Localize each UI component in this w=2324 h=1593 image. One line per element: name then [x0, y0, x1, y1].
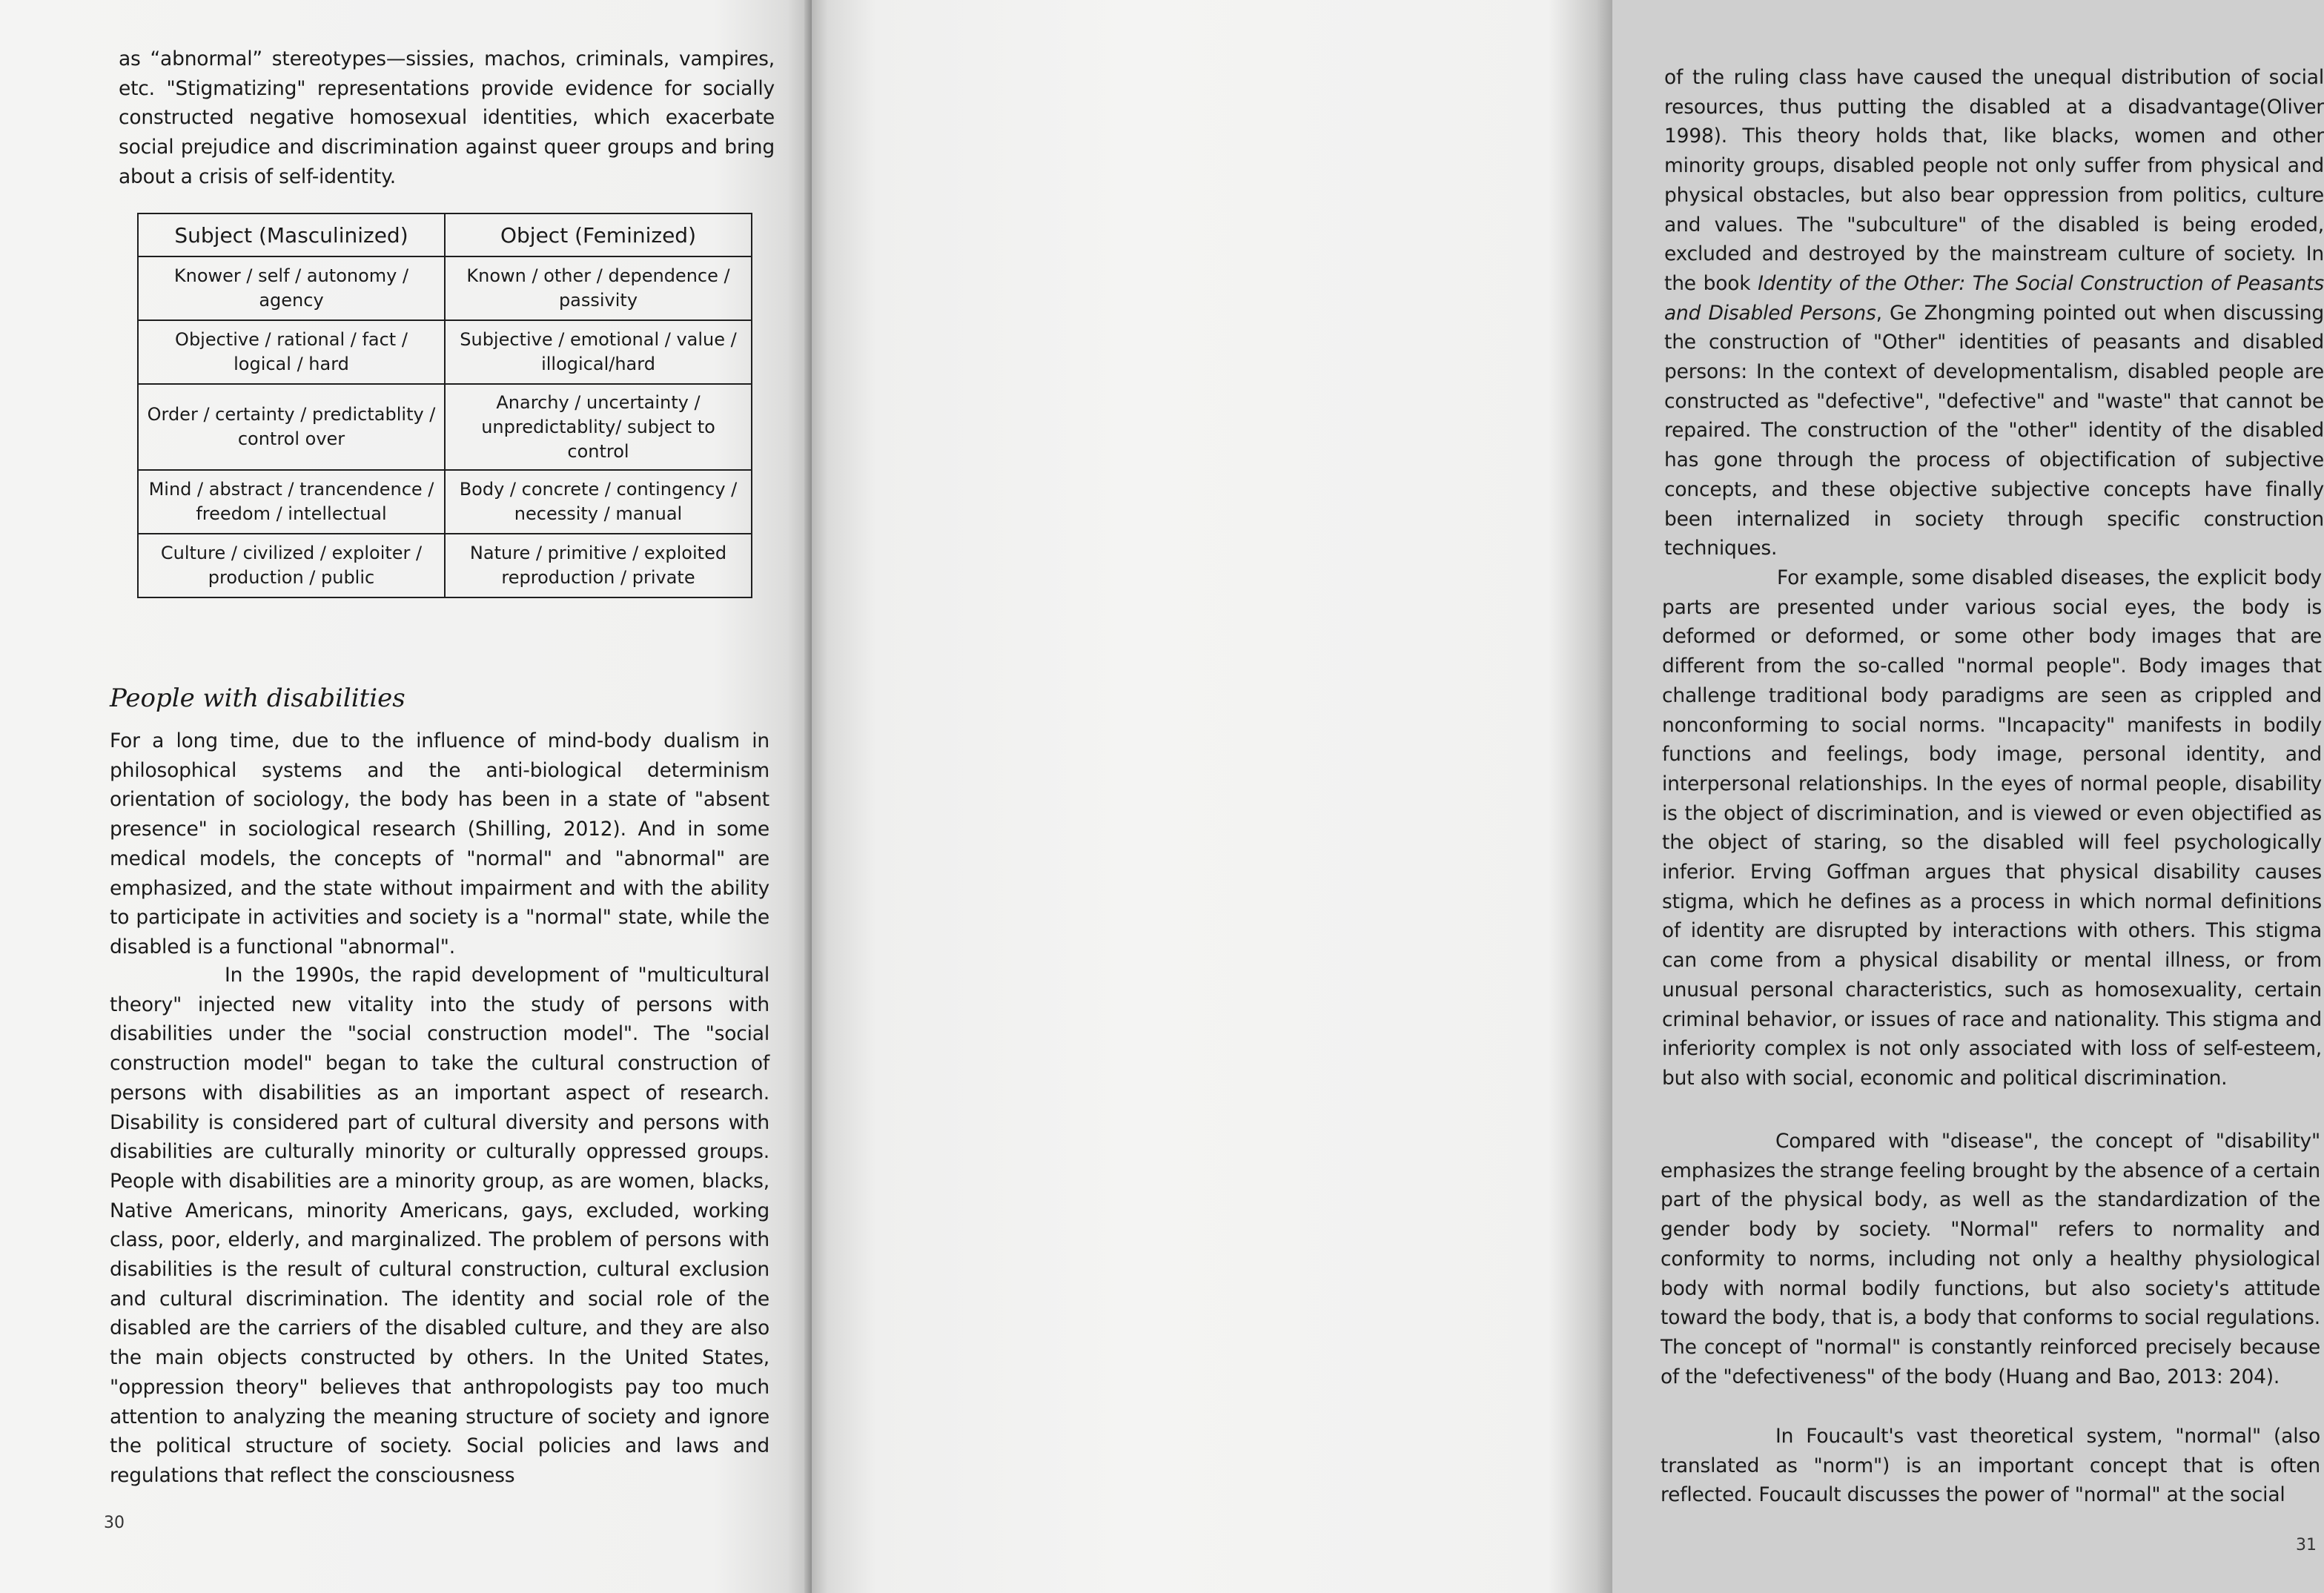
table-cell: Known / other / dependence / passivity	[445, 256, 752, 320]
subject-object-table	[137, 213, 752, 598]
table-cell: Body / concrete / contingency / necessity / manual	[445, 470, 752, 534]
table-cell: Mind / abstract / trancendence / freedom / intellectual	[138, 470, 445, 534]
paragraph-text: , Ge Zhongming pointed out when discussing the construction of "Other" identities of peasants and disabled persons: In the context of developmentalism, disabled people are constructed as "defective", "defective" and "waste" that cannot be repaired. The construction of the "other" identity of the disabled has gone through the process of objectification of subjective concepts, and these objective subjective concepts have finally been internalized in society through specific construction techniques.	[1664, 301, 2324, 560]
table-row	[138, 470, 752, 534]
table-cell: Objective / rational / fact / logical / hard	[138, 320, 445, 384]
right-paragraph-4	[1661, 1422, 2320, 1510]
paragraph-text: of the ruling class have caused the unequal distribution of social resources, thus putting the disabled at a disadvantage(Oliver 1998). This theory holds that, like blacks, women and other minority groups, disabled people not only suffer from physical and physical obstacles, but also bear oppression from politics, culture and values. The "subculture" of the disabled is being eroded, excluded and destroyed by the mainstream culture of society. In the book	[1664, 66, 2324, 295]
table-row	[138, 320, 752, 384]
right-paragraph-3	[1661, 1127, 2320, 1391]
right-paragraph-2	[1662, 563, 2322, 1093]
table-cell: Anarchy / uncertainty / unpredictablity/ subject to control	[445, 384, 752, 470]
table-row	[138, 256, 752, 320]
paragraph-text: In the 1990s, the rapid development of "multicultural theory" injected new vitality into the study of persons with disabilities under the "social construction model". The "social construction model" began to take the cultural construction of persons with disabilities as an important aspect of research. Disability is considered part of cultural diversity and persons with disabilities are culturally minority or culturally oppressed groups. People with disabilities are a minority group, as are women, blacks, Native Americans, minority Americans, gays, excluded, working class, poor, elderly, and marginalized. The problem of persons with disabilities is the result of cultural construction, cultural exclusion and cultural discrimination. The identity and social role of the disabled are the carriers of the disabled culture, and they are also the main objects constructed by others. In the United States, "oppression theory" believes that anthropologists pay too much attention to analyzing the meaning structure of society and ignore the political structure of society. Social policies and laws and regulations that reflect the consciousness	[110, 964, 769, 1487]
disability-paragraph-1	[110, 726, 769, 962]
table-row	[138, 384, 752, 470]
table-cell: Subjective / emotional / value / illogical/hard	[445, 320, 752, 384]
table-header-subject: Subject (Masculinized)	[138, 213, 445, 256]
table-row	[138, 534, 752, 597]
page-number-left: 30	[104, 1514, 125, 1532]
right-paragraph-1	[1664, 63, 2324, 563]
paragraph-text: Compared with "disease", the concept of "disability" emphasizes the strange feeling brought by the absence of a certain part of the physical body, as well as the standardization of the gender body by society. "Normal" refers to normality and conformity to norms, including not only a healthy physiological body with normal bodily functions, but also society's attitude toward the body, that is, a body that conforms to social regulations. The concept of "normal" is constantly reinforced precisely because of the "defectiveness" of the body (Huang and Bao, 2013: 204).	[1661, 1130, 2320, 1388]
section-heading: People with disabilities	[110, 683, 405, 713]
left-page	[0, 0, 812, 1593]
disability-paragraph-2	[110, 961, 769, 1491]
book-title: Identity of the Other: The Social Construction of Peasants and Disabled Persons	[1664, 271, 2324, 325]
table-header-object: Object (Feminized)	[445, 213, 752, 256]
intro-paragraph: as “abnormal” stereotypes—sissies, machos, criminals, vampires, etc. "Stigmatizing" representations provide evidence for socially constructed negative homosexual identities, which exacerbate social prejudice and discrimination against queer groups and bring about a crisis of self-identity.	[119, 47, 775, 188]
table-cell: Knower / self / autonomy / agency	[138, 256, 445, 320]
paragraph-text: For example, some disabled diseases, the explicit body parts are presented under various social eyes, the body is deformed or deformed, or some other body images that are different from the so-called "normal people". Body images that challenge traditional body paradigms are seen as crippled and nonconforming to social norms. "Incapacity" manifests in bodily functions and feelings, body image, personal identity, and interpersonal relationships. In the eyes of normal people, disability is the object of discrimination, and is viewed or even objectified as the object of staring, so the disabled will feel psychologically inferior. Erving Goffman argues that physical disability causes stigma, which he defines as a process in which normal definitions of identity are disrupted by interactions with others. This stigma can come from a physical disability or mental illness, or from unusual personal characteristics, such as homosexuality, certain criminal behavior, or issues of race and nationality. This stigma and inferiority complex is not only associated with loss of self-esteem, but also with social, economic and political discrimination.	[1662, 566, 2322, 1090]
paragraph-text: For a long time, due to the influence of mind-body dualism in philosophical systems and the anti-biological determinism orientation of sociology, the body has been in a state of "absent presence" in sociological research (Shilling, 2012). And in some medical models, the concepts of "normal" and "abnormal" are emphasized, and the state without impairment and with the ability to participate in activities and society is a "normal" state, while the disabled is a functional "abnormal".	[110, 729, 769, 958]
paragraph-text: In Foucault's vast theoretical system, "normal" (also translated as "norm") is an important concept that is often reflected. Foucault discusses the power of "normal" at the social	[1661, 1425, 2320, 1507]
table-cell: Order / certainty / predictablity / control over	[138, 384, 445, 470]
table-cell: Culture / civilized / exploiter / production / public	[138, 534, 445, 597]
table-cell: Nature / primitive / exploited reproduction / private	[445, 534, 752, 597]
table-header-row	[138, 213, 752, 256]
right-page	[812, 0, 2324, 1593]
page-number-right: 31	[2296, 1536, 2317, 1554]
